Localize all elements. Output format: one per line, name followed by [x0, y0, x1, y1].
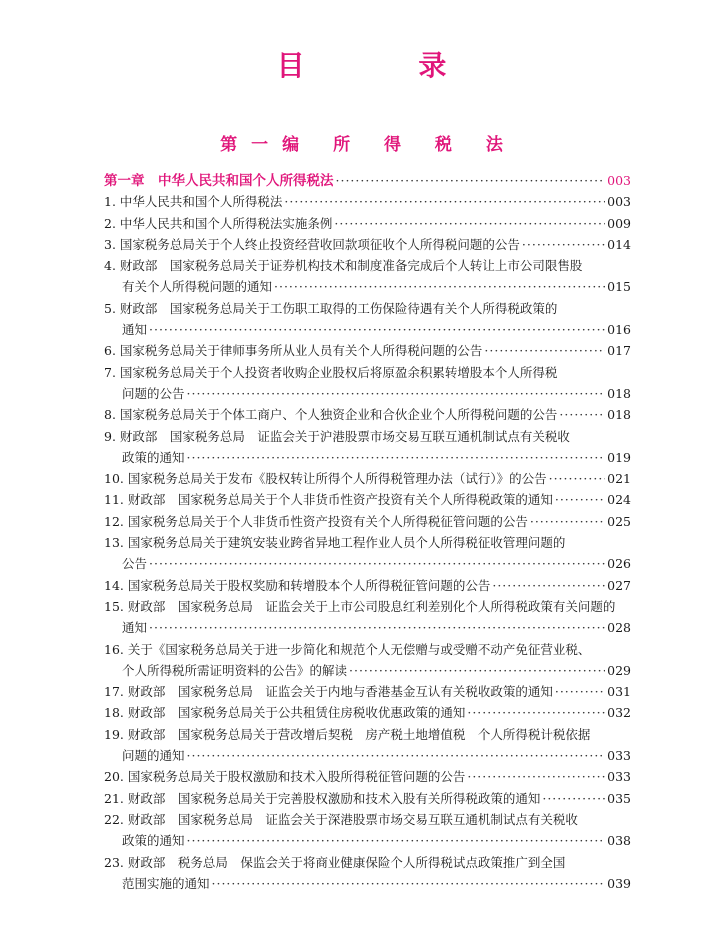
leader-dots — [559, 404, 605, 425]
toc-entry[interactable] — [104, 766, 631, 787]
toc-entry-title: 22. 财政部 国家税务总局 证监会关于深港股票市场交易互联互通机制试点有关税收 — [104, 811, 578, 827]
toc-entry[interactable] — [104, 745, 631, 766]
leader-dots — [187, 830, 606, 851]
toc-entry-title: 4. 财政部 国家税务总局关于证券机构技术和制度准备完成后个人转让上市公司限售股 — [104, 258, 583, 274]
page-number: 025 — [607, 513, 631, 529]
toc-entry-title: 11. 财政部 国家税务总局关于个人非货币性资产投资有关个人所得税政策的通知 — [104, 492, 553, 508]
toc-entry[interactable] — [104, 447, 631, 468]
leader-dots — [336, 170, 606, 191]
toc-entry-title: 问题的公告 — [122, 385, 185, 401]
toc-entry[interactable] — [104, 873, 631, 894]
table-of-contents — [104, 170, 631, 894]
toc-entry-title: 23. 财政部 税务总局 保监会关于将商业健康保险个人所得税试点政策推广到全国 — [104, 854, 566, 870]
toc-entry-title: 15. 财政部 国家税务总局 证监会关于上市公司股息红利差别化个人所得税政策有关问题的 — [104, 598, 616, 614]
toc-entry-title: 有关个人所得税问题的通知 — [122, 279, 273, 295]
page-number: 029 — [607, 662, 631, 678]
toc-entry-title: 个人所得税所需证明资料的公告》的解读 — [122, 662, 348, 678]
toc-entry[interactable] — [104, 575, 631, 596]
toc-entry-title: 19. 财政部 国家税务总局关于营改增后契税 房产税土地增值税 个人所得税计税依据 — [104, 726, 591, 742]
toc-entry[interactable] — [104, 383, 631, 404]
page-number: 003 — [607, 194, 631, 210]
leader-dots — [467, 766, 605, 787]
part-title: 第一编 所 得 税 法 — [220, 135, 517, 155]
toc-entry[interactable] — [104, 617, 631, 638]
toc-entry-title: 16. 关于《国家税务总局关于进一步简化和规范个人无偿赠与或受赠不动产免征营业税、 — [104, 641, 591, 657]
leader-dots — [149, 319, 605, 340]
toc-entry[interactable] — [104, 681, 631, 702]
leader-dots — [334, 213, 605, 234]
toc-entry-title: 21. 财政部 国家税务总局关于完善股权激励和技术入股有关所得税政策的通知 — [104, 790, 541, 806]
toc-entry-title: 政策的通知 — [122, 449, 185, 465]
toc-entry-title: 3. 国家税务总局关于个人终止投资经营收回款项征收个人所得税问题的公告 — [104, 236, 520, 252]
chapter-heading[interactable] — [104, 170, 631, 191]
toc-entry-title: 6. 国家税务总局关于律师事务所从业人员有关个人所得税问题的公告 — [104, 343, 483, 359]
page-number: 017 — [607, 343, 631, 359]
toc-entry-title: 范围实施的通知 — [122, 875, 210, 891]
toc-entry-title: 10. 国家税务总局关于发布《股权转让所得个人所得税管理办法（试行）》的公告 — [104, 471, 547, 487]
toc-entry[interactable] — [104, 340, 631, 361]
page-number: 033 — [607, 748, 631, 764]
toc-entry[interactable] — [104, 702, 631, 723]
toc-entry-title: 政策的通知 — [122, 833, 185, 849]
toc-entry[interactable] — [104, 213, 631, 234]
leader-dots — [522, 234, 605, 255]
toc-entry-title: 14. 国家税务总局关于股权奖励和转增股本个人所得税征管问题的公告 — [104, 577, 491, 593]
page-number: 014 — [607, 236, 631, 252]
leader-dots — [549, 468, 606, 489]
toc-entry[interactable] — [104, 362, 631, 383]
toc-entry[interactable] — [104, 468, 631, 489]
leader-dots — [467, 702, 605, 723]
toc-entry-title: 20. 国家税务总局关于股权激励和技术入股所得税征管问题的公告 — [104, 769, 466, 785]
leader-dots — [284, 191, 605, 212]
toc-entry[interactable] — [104, 255, 631, 276]
leader-dots — [555, 681, 605, 702]
toc-entry[interactable] — [104, 276, 631, 297]
toc-entry-title: 12. 国家税务总局关于个人非货币性资产投资有关个人所得税征管问题的公告 — [104, 513, 528, 529]
toc-entry[interactable] — [104, 511, 631, 532]
toc-entry-title: 通知 — [122, 620, 148, 636]
toc-entry[interactable] — [104, 852, 631, 873]
page-number: 015 — [607, 279, 631, 295]
toc-entry[interactable] — [104, 404, 631, 425]
toc-entry[interactable] — [104, 596, 631, 617]
page-number: 039 — [607, 875, 631, 891]
toc-entry-title: 13. 国家税务总局关于建筑安装业跨省异地工程作业人员个人所得税征收管理问题的 — [104, 535, 566, 551]
leader-dots — [149, 553, 605, 574]
toc-entry[interactable] — [104, 553, 631, 574]
toc-entry-title: 5. 财政部 国家税务总局关于工伤职工取得的工伤保险待遇有关个人所得税政策的 — [104, 300, 558, 316]
leader-dots — [149, 617, 605, 638]
toc-entry[interactable] — [104, 319, 631, 340]
toc-entry[interactable] — [104, 809, 631, 830]
leader-dots — [530, 511, 605, 532]
page-number: 009 — [607, 215, 631, 231]
toc-entry-title: 公告 — [122, 556, 148, 572]
page-number: 035 — [607, 790, 631, 806]
page-title: 目 录 — [276, 49, 499, 82]
chapter-label: 第一章 中华人民共和国个人所得税法 — [104, 173, 334, 189]
toc-entry-title: 9. 财政部 国家税务总局 证监会关于沪港股票市场交易互联互通机制试点有关税收 — [104, 428, 570, 444]
page-number: 018 — [607, 407, 631, 423]
leader-dots — [187, 447, 606, 468]
toc-entry[interactable] — [104, 426, 631, 447]
page-number: 031 — [607, 684, 631, 700]
toc-entry-title: 8. 国家税务总局关于个体工商户、个人独资企业和合伙企业个人所得税问题的公告 — [104, 407, 558, 423]
page-number: 027 — [607, 577, 631, 593]
toc-entry[interactable] — [104, 298, 631, 319]
toc-entry[interactable] — [104, 724, 631, 745]
toc-entry[interactable] — [104, 532, 631, 553]
toc-entry-title: 7. 国家税务总局关于个人投资者收购企业股权后将原盈余积累转增股本个人所得税 — [104, 364, 558, 380]
page-number: 028 — [607, 620, 631, 636]
toc-entry[interactable] — [104, 489, 631, 510]
page-number: 026 — [607, 556, 631, 572]
toc-entry-title: 通知 — [122, 322, 148, 338]
leader-dots — [542, 788, 605, 809]
page-number: 038 — [607, 833, 631, 849]
leader-dots — [187, 383, 606, 404]
toc-entry[interactable] — [104, 788, 631, 809]
page-number: 024 — [607, 492, 631, 508]
toc-entry-title: 1. 中华人民共和国个人所得税法 — [104, 194, 283, 210]
toc-entry-title: 2. 中华人民共和国个人所得税法实施条例 — [104, 215, 333, 231]
toc-entries — [104, 191, 631, 894]
page-number: 003 — [607, 173, 631, 188]
page-number: 021 — [607, 471, 631, 487]
toc-entry[interactable] — [104, 191, 631, 212]
toc-entry-title: 问题的通知 — [122, 748, 185, 764]
toc-entry[interactable] — [104, 660, 631, 681]
page-number: 033 — [607, 769, 631, 785]
toc-entry[interactable] — [104, 830, 631, 851]
toc-entry[interactable] — [104, 639, 631, 660]
page-number: 019 — [607, 449, 631, 465]
page-number: 016 — [607, 322, 631, 338]
leader-dots — [187, 745, 606, 766]
leader-dots — [349, 660, 605, 681]
toc-entry-title: 18. 财政部 国家税务总局关于公共租赁住房税收优惠政策的通知 — [104, 705, 466, 721]
toc-entry[interactable] — [104, 234, 631, 255]
toc-entry-title: 17. 财政部 国家税务总局 证监会关于内地与香港基金互认有关税收政策的通知 — [104, 684, 553, 700]
leader-dots — [484, 340, 605, 361]
page-number: 018 — [607, 385, 631, 401]
leader-dots — [212, 873, 606, 894]
leader-dots — [492, 575, 605, 596]
leader-dots — [274, 276, 605, 297]
leader-dots — [555, 489, 605, 510]
page-number: 032 — [607, 705, 631, 721]
